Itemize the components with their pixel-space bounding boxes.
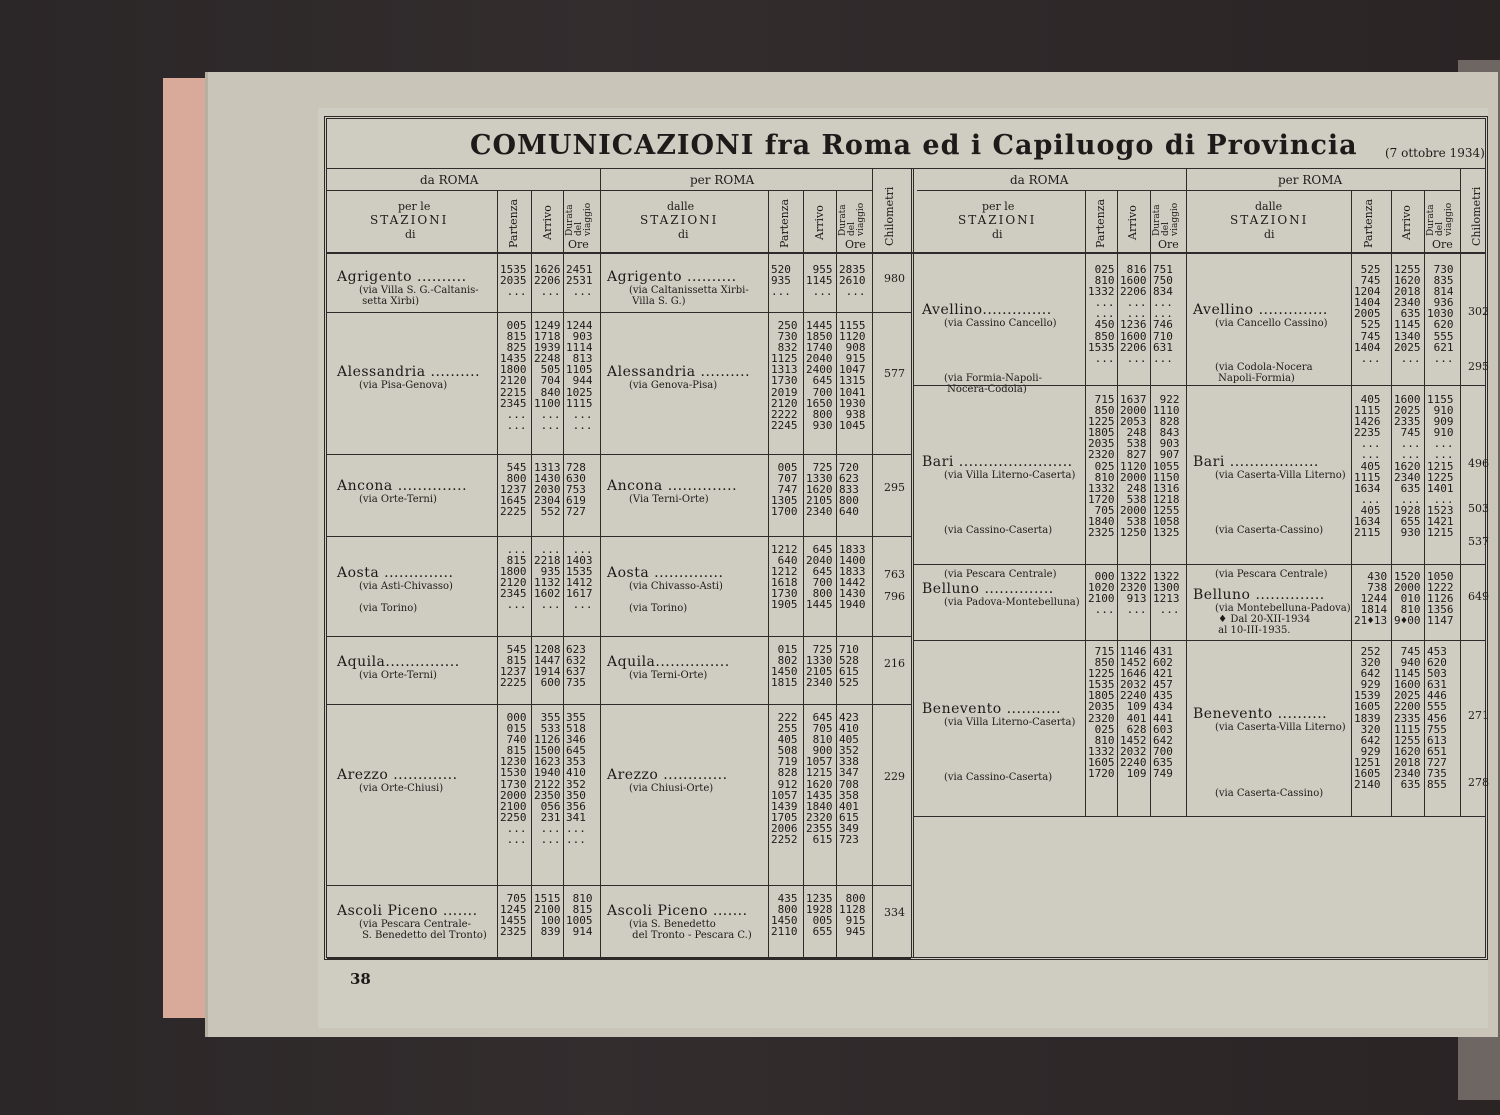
row-separator: [914, 385, 1485, 386]
station-name: Avellino ..............: [1193, 301, 1328, 318]
station-name: Aquila...............: [337, 654, 460, 671]
header-stazioni: STAZIONI: [958, 213, 1037, 227]
header-dalle: dalle: [667, 200, 695, 213]
station-name: Ancona ..............: [607, 477, 738, 494]
header-di: di: [992, 228, 1003, 241]
arrival-times: 1600 2025 2335 745 ... ... 1620 2340 635 ... 1928 655 930: [1394, 393, 1421, 540]
col-divider: [803, 190, 804, 958]
header-partenza: Partenza: [1362, 198, 1375, 248]
col-divider: [1150, 190, 1151, 816]
header-durata: Durata del viaggio: [838, 202, 866, 236]
station-route: (via Genova-Pisa): [629, 379, 718, 391]
duration-times: 2451 2531 ...: [566, 263, 593, 299]
station-name: Bari .......................: [922, 454, 1073, 471]
header-ore: Ore: [1432, 238, 1453, 251]
station-name: Benevento ..........: [1193, 706, 1328, 723]
arrival-times: 1208 1447 1914 600: [534, 643, 561, 690]
row-separator: [327, 958, 911, 959]
station-name: Agrigento ..........: [607, 268, 737, 285]
duration-times: 355 518 346 645 353 410 352 350 356 341 ... ...: [566, 711, 586, 847]
duration-times: 730 835 814 936 1030 620 555 621 ...: [1427, 263, 1454, 365]
departure-times: 525 745 1204 1404 2005 525 745 1404 ...: [1354, 263, 1381, 365]
title-divider: [327, 168, 1485, 169]
col-divider: [1351, 190, 1352, 816]
station-route: (via S. Benedetto del Tronto - Pescara C.): [629, 919, 752, 942]
col-divider: [497, 190, 498, 958]
departure-times: 430 738 1244 1814 21♦13: [1354, 570, 1388, 628]
header-da-roma-left: da ROMA: [420, 173, 479, 187]
station-to: [607, 767, 728, 794]
arrival-times: 816 1600 2206 ... ... 1236 1600 2206 ...: [1120, 263, 1147, 365]
arrival-times: 745 940 1145 1600 2025 2200 2335 1115 1255 1620 2018 2340 635: [1394, 645, 1421, 792]
row-separator: [327, 636, 911, 637]
duration-times: 1322 1300 1213 ...: [1153, 570, 1180, 617]
row-separator: [327, 704, 911, 705]
header-arrivo: Arrivo: [813, 205, 826, 240]
station-to: [607, 565, 723, 614]
departure-times: 545 815 1237 2225: [500, 643, 527, 690]
arrival-times: 1445 1850 1740 2040 2400 645 700 1650 800 930: [806, 319, 833, 432]
page-date: (7 ottobre 1934): [1385, 146, 1485, 160]
distance-km: 302 295: [1468, 304, 1489, 374]
divider-left-km: [872, 168, 873, 958]
distance-km: 980: [884, 271, 905, 285]
col-divider: [563, 190, 564, 958]
duration-times: 728 630 753 619 727: [566, 461, 586, 519]
station-route: (via Cancello Cassino) (via Codola-Nocera Napoli-Formia): [1215, 317, 1328, 384]
arrival-times: 725 1330 2105 2340: [806, 643, 833, 690]
header-partenza: Partenza: [507, 198, 520, 248]
header-arrivo: Arrivo: [1126, 205, 1139, 240]
header-bottom-line: [327, 252, 1485, 254]
duration-times: 1155 1120 908 915 1047 1315 1041 1930 938 1045: [839, 319, 866, 432]
distance-km: 496 503 537: [1468, 457, 1489, 548]
header-stazioni: STAZIONI: [640, 213, 719, 227]
header-ore: Ore: [845, 238, 866, 251]
distance-km: 334: [884, 906, 905, 920]
station-to: [607, 478, 737, 505]
divider-center: [911, 168, 914, 958]
col-divider: [531, 190, 532, 958]
col-divider: [1391, 190, 1392, 816]
arrival-times: 355 533 1126 1500 1623 1940 2122 2350 056 231 ... ...: [534, 711, 561, 847]
page-title: COMUNICAZIONI fra Roma ed i Capiluogo di Provincia: [470, 130, 1358, 161]
station-from: [922, 302, 1057, 395]
header-durata: Durata del viaggio: [1152, 202, 1180, 236]
station-to: [1193, 454, 1346, 580]
station-route: (via Montebelluna-Padova) ♦ Dal 20-XII-1934 al 10-III-1935.: [1215, 602, 1351, 636]
station-from: [337, 767, 458, 794]
station-name: Avellino..............: [922, 301, 1052, 318]
station-name: Belluno ..............: [1193, 586, 1325, 603]
station-name: Ascoli Piceno .......: [607, 903, 748, 920]
arrival-times: 1626 2206 ...: [534, 263, 561, 299]
station-to: [1193, 302, 1328, 384]
divider-right-km: [1460, 168, 1461, 816]
station-name: Bari ..................: [1193, 454, 1319, 471]
station-name: Aquila...............: [607, 654, 730, 671]
departure-times: 715 850 1225 1805 2035 2320 025 810 1332 1720 705 1840 2325: [1088, 393, 1115, 540]
header-per-le: per le: [982, 200, 1015, 213]
duration-times: 1050 1222 1126 1356 1147: [1427, 570, 1454, 628]
header-partenza: Partenza: [778, 198, 791, 248]
duration-times: 810 815 1005 914: [566, 892, 593, 939]
row-separator: [914, 564, 1485, 565]
station-route: (via Chiusi-Orte): [629, 782, 714, 794]
station-from: [337, 565, 453, 614]
departure-times: 1535 2035 ...: [500, 263, 527, 299]
row-separator: [327, 536, 911, 537]
arrival-times: 1255 1620 2018 2340 635 1145 1340 2025 ...: [1394, 263, 1421, 365]
header-stazioni: STAZIONI: [1230, 213, 1309, 227]
header-di: di: [678, 228, 689, 241]
header-durata: Durata del viaggio: [565, 202, 593, 236]
station-to: [607, 269, 749, 307]
header-partenza: Partenza: [1094, 198, 1107, 248]
station-from: [337, 269, 479, 307]
duration-times: 431 602 421 457 435 434 441 603 642 700 635 749: [1153, 645, 1173, 781]
arrival-times: 1322 2320 913 ...: [1120, 570, 1147, 617]
header-stazioni: STAZIONI: [370, 213, 449, 227]
departure-times: 250 730 832 1125 1313 1730 2019 2120 2222 2245: [771, 319, 798, 432]
station-route: (via Cassino Cancello) (via Formia-Napoli- Nocera-Codola): [944, 317, 1057, 395]
divider-right-mid: [1186, 168, 1187, 816]
departure-times: 520 935 ...: [771, 263, 791, 299]
arrival-times: 645 705 810 900 1057 1215 1620 1435 1840 2320 2355 615: [806, 711, 833, 847]
row-separator: [327, 454, 911, 455]
departure-times: 435 800 1450 2110: [771, 892, 798, 939]
station-name: Arezzo .............: [337, 766, 458, 783]
station-name: Agrigento ..........: [337, 268, 467, 285]
duration-times: 1244 903 1114 813 1105 944 1025 1115 ... ...: [566, 319, 593, 432]
station-route: (via Pisa-Genova): [359, 379, 448, 391]
arrival-times: 1515 2100 100 839: [534, 892, 561, 939]
departure-times: 000 015 740 815 1230 1530 1730 2000 2100 2250 ... ...: [500, 711, 527, 847]
duration-times: 800 1128 915 945: [839, 892, 866, 939]
duration-times: 423 410 405 352 338 347 708 358 401 615 349 723: [839, 711, 859, 847]
arrival-times: 1249 1718 1939 2248 505 704 840 1100 ... ...: [534, 319, 561, 432]
header-per-roma-right: per ROMA: [1278, 173, 1343, 187]
station-name: Ancona ..............: [337, 477, 468, 494]
station-route: (via Villa Literno-Caserta) (via Cassino-Caserta): [944, 716, 1076, 783]
distance-km: 763 796: [884, 568, 905, 604]
arrival-times: 1313 1430 2030 2304 552: [534, 461, 561, 519]
distance-km: 649: [1468, 589, 1489, 603]
header-da-roma-right: da ROMA: [1010, 173, 1069, 187]
distance-km: 295: [884, 480, 905, 494]
header-ore: Ore: [1158, 238, 1179, 251]
arrival-times: 1235 1928 005 655: [806, 892, 833, 939]
station-name: Alessandria ..........: [337, 363, 481, 380]
col-divider: [836, 190, 837, 958]
col-divider: [1117, 190, 1118, 816]
station-from: [337, 364, 480, 391]
departure-times: 252 320 642 929 1539 1605 1839 320 642 929 1251 1605 2140: [1354, 645, 1381, 792]
row-separator: [914, 816, 1485, 817]
station-route: (via Orte-Chiusi): [359, 782, 444, 794]
station-route: (via Orte-Terni): [359, 670, 437, 682]
station-from: [922, 701, 1075, 783]
distance-km: 271 278: [1468, 709, 1489, 789]
station-route: (via Caserta-Villa Literno) (via Caserta-Cassino) (via Pescara Centrale): [1215, 470, 1346, 581]
duration-times: 453 620 503 631 446 555 456 755 613 651 727 735 855: [1427, 645, 1447, 792]
header-di: di: [1264, 228, 1275, 241]
station-route: (via Villa Literno-Caserta) (via Cassino-Caserta) (via Pescara Centrale): [944, 470, 1076, 581]
duration-times: 710 528 615 525: [839, 643, 859, 690]
duration-times: 2835 2610 ...: [839, 263, 866, 299]
station-route: (via Caltanissetta Xirbi- Villa S. G.): [629, 284, 749, 307]
col-divider: [1424, 190, 1425, 816]
departure-times: ... 815 1800 2120 2345 ...: [500, 543, 527, 612]
departure-times: 545 800 1237 1645 2225: [500, 461, 527, 519]
station-name: Benevento ...........: [922, 700, 1062, 717]
station-name: Aosta ..............: [607, 565, 724, 582]
station-to: [1193, 706, 1346, 799]
station-route: (via Chivasso-Asti) (via Torino): [629, 581, 723, 615]
station-to: [1193, 587, 1351, 636]
arrival-times: 1637 2000 2053 248 538 827 1120 2000 248 538 2000 538 1250: [1120, 393, 1147, 540]
station-to: [607, 903, 752, 941]
row-separator: [327, 885, 911, 886]
departure-times: 405 1115 1426 2235 ... ... 405 1115 1634 ... 405 1634 2115: [1354, 393, 1381, 540]
station-from: [922, 454, 1075, 580]
header-durata: Durata del viaggio: [1426, 202, 1454, 236]
arrival-times: 1146 1452 1646 2032 2240 109 401 628 1452 2032 2240 109: [1120, 645, 1147, 781]
header-per-roma-left: per ROMA: [690, 173, 755, 187]
divider-left-mid: [600, 168, 601, 958]
distance-km: 229: [884, 769, 905, 783]
station-to: [607, 654, 730, 681]
duration-times: 1155 910 909 910 ... ... 1215 1225 1401 ... 1523 1421 1215: [1427, 393, 1454, 540]
station-from: [337, 654, 460, 681]
departure-times: 005 815 825 1435 1800 2120 2215 2345 ... ...: [500, 319, 527, 432]
distance-km: 216: [884, 657, 905, 671]
header-per-le: per le: [398, 200, 431, 213]
header-di: di: [405, 228, 416, 241]
station-route: (via Orte-Terni): [359, 493, 437, 505]
header-ore: Ore: [568, 238, 589, 251]
station-name: Alessandria ..........: [607, 363, 751, 380]
row-separator: [327, 312, 911, 313]
header-dalle: dalle: [1255, 200, 1283, 213]
station-from: [337, 478, 467, 505]
station-to: [607, 364, 750, 391]
duration-times: 623 632 637 735: [566, 643, 586, 690]
departure-times: 015 802 1450 1815: [771, 643, 798, 690]
arrival-times: 725 1330 1620 2105 2340: [806, 461, 833, 519]
departure-times: 705 1245 1455 2325: [500, 892, 527, 939]
station-from: [922, 581, 1080, 608]
duration-times: 1833 1400 1833 1442 1430 1940: [839, 543, 866, 612]
station-from: [337, 903, 487, 941]
station-route: (via Padova-Montebelluna): [944, 597, 1080, 609]
departure-times: 222 255 405 508 719 828 912 1057 1439 1705 2006 2252: [771, 711, 798, 847]
departure-times: 025 810 1332 ... ... 450 850 1535 ...: [1088, 263, 1115, 365]
station-name: Ascoli Piceno .......: [337, 903, 478, 920]
station-route: (via Villa S. G.-Caltanis- setta Xirbi): [359, 284, 479, 307]
col-divider: [1085, 190, 1086, 816]
departure-times: 715 850 1225 1535 1805 2035 2320 025 810 1332 1605 1720: [1088, 645, 1115, 781]
station-route: (Via Terni-Orte): [629, 493, 709, 505]
station-route: (via Asti-Chivasso) (via Torino): [359, 581, 453, 615]
col-divider: [768, 190, 769, 958]
page-number: 38: [350, 970, 371, 988]
departure-times: 1212 640 1212 1618 1730 1905: [771, 543, 798, 612]
departure-times: 000 1020 2100 ...: [1088, 570, 1115, 617]
station-route: (via Caserta-Villa Literno) (via Caserta-Cassino): [1215, 722, 1346, 800]
header-arrivo: Arrivo: [1400, 205, 1413, 240]
arrival-times: 645 2040 645 700 800 1445: [806, 543, 833, 612]
duration-times: 751 750 834 ... ... 746 710 631 ...: [1153, 263, 1173, 365]
header-chilometri: Chilometri: [883, 186, 896, 246]
distance-km: 577: [884, 366, 905, 380]
header-chilometri: Chilometri: [1470, 186, 1483, 246]
station-name: Belluno ..............: [922, 581, 1054, 598]
arrival-times: ... 2218 935 1132 1602 ...: [534, 543, 561, 612]
departure-times: 005 707 747 1305 1700: [771, 461, 798, 519]
header-arrivo: Arrivo: [541, 205, 554, 240]
duration-times: ... 1403 1535 1412 1617 ...: [566, 543, 593, 612]
header-divider-right: [917, 190, 1460, 191]
station-route: (via Terni-Orte): [629, 670, 708, 682]
arrival-times: 955 1145 ...: [806, 263, 833, 299]
station-route: (via Pescara Centrale- S. Benedetto del Tronto): [359, 919, 487, 942]
station-name: Aosta ..............: [337, 565, 454, 582]
arrival-times: 1520 2000 010 810 9♦00: [1394, 570, 1421, 628]
duration-times: 720 623 833 800 640: [839, 461, 859, 519]
row-separator: [914, 640, 1485, 641]
station-name: Arezzo .............: [607, 766, 728, 783]
duration-times: 922 1110 828 843 903 907 1055 1150 1316 1218 1255 1058 1325: [1153, 393, 1180, 540]
